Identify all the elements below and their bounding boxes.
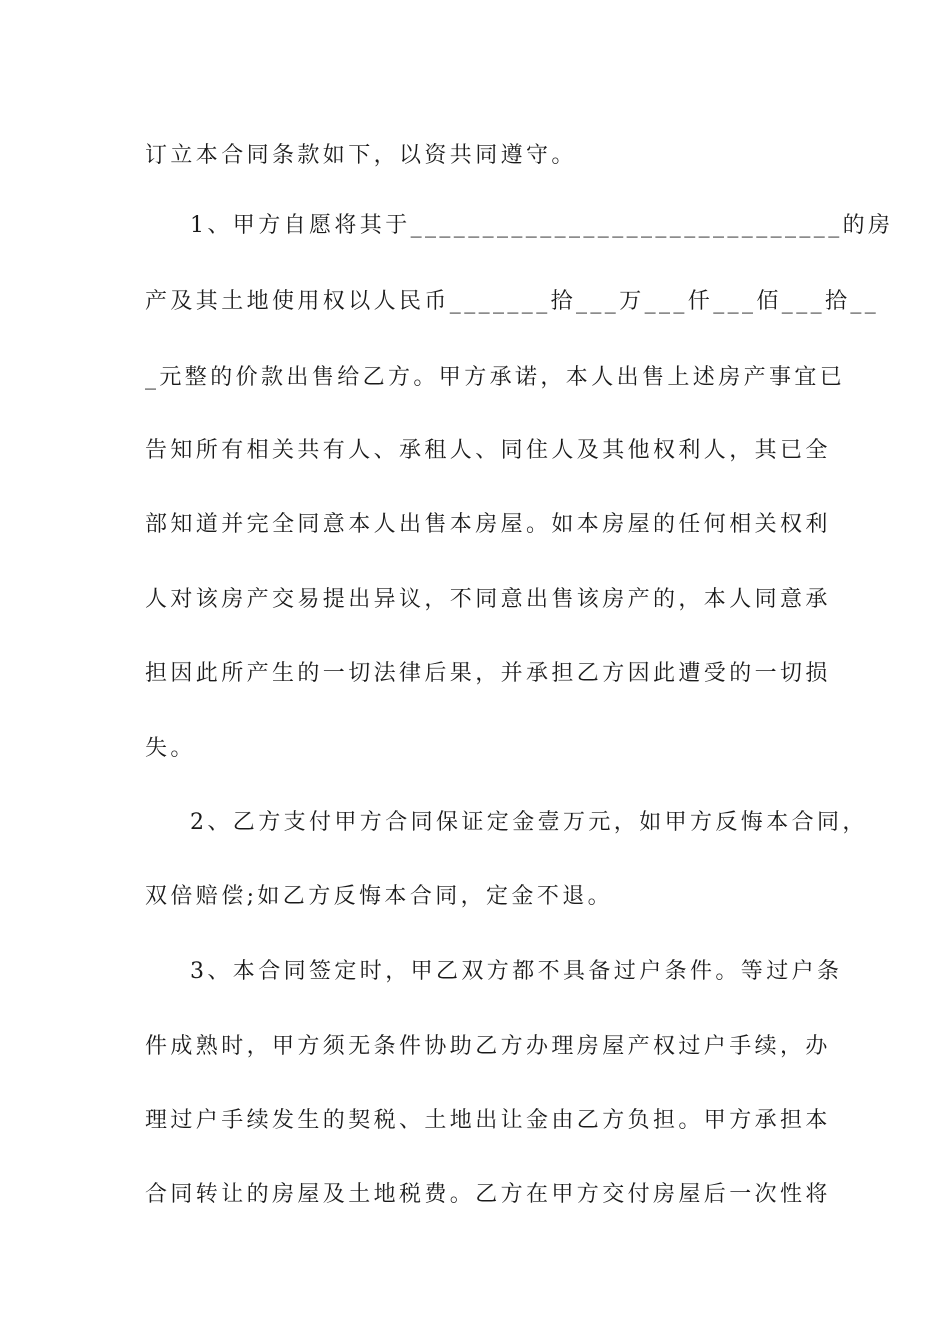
clause-1-line-2: 产及其土地使用权以人民币_______拾___万___仟___佰___拾__ xyxy=(145,289,880,314)
clause-1-line-8: 失。 xyxy=(145,736,196,761)
clause-1-line-6: 人对该房产交易提出异议，不同意出售该房产的，本人同意承 xyxy=(145,587,831,612)
clause-3-line-2: 件成熟时，甲方须无条件协助乙方办理房屋产权过户手续，办 xyxy=(145,1034,831,1059)
clause-3-line-4: 合同转让的房屋及土地税费。乙方在甲方交付房屋后一次性将 xyxy=(145,1182,831,1207)
clause-3-line-3: 理过户手续发生的契税、土地出让金由乙方负担。甲方承担本 xyxy=(145,1108,831,1133)
clause-1-line-5: 部知道并完全同意本人出售本房屋。如本房屋的任何相关权利 xyxy=(145,512,831,537)
clause-1-line-1: 1、甲方自愿将其于______________________________的房 xyxy=(190,213,894,238)
text-line-1: 订立本合同条款如下，以资共同遵守。 xyxy=(145,143,577,168)
clause-1-line-4: 告知所有相关共有人、承租人、同住人及其他权利人，其已全 xyxy=(145,438,831,463)
clause-1-line-7: 担因此所产生的一切法律后果，并承担乙方因此遭受的一切损 xyxy=(145,661,831,686)
clause-2-line-2: 双倍赔偿;如乙方反悔本合同，定金不退。 xyxy=(145,884,614,909)
clause-2-line-1: 2、乙方支付甲方合同保证定金壹万元，如甲方反悔本合同， xyxy=(190,810,868,835)
clause-1-line-3: _元整的价款出售给乙方。甲方承诺，本人出售上述房产事宜已 xyxy=(145,365,846,390)
clause-3-line-1: 3、本合同签定时，甲乙双方都不具备过户条件。等过户条 xyxy=(190,959,843,984)
